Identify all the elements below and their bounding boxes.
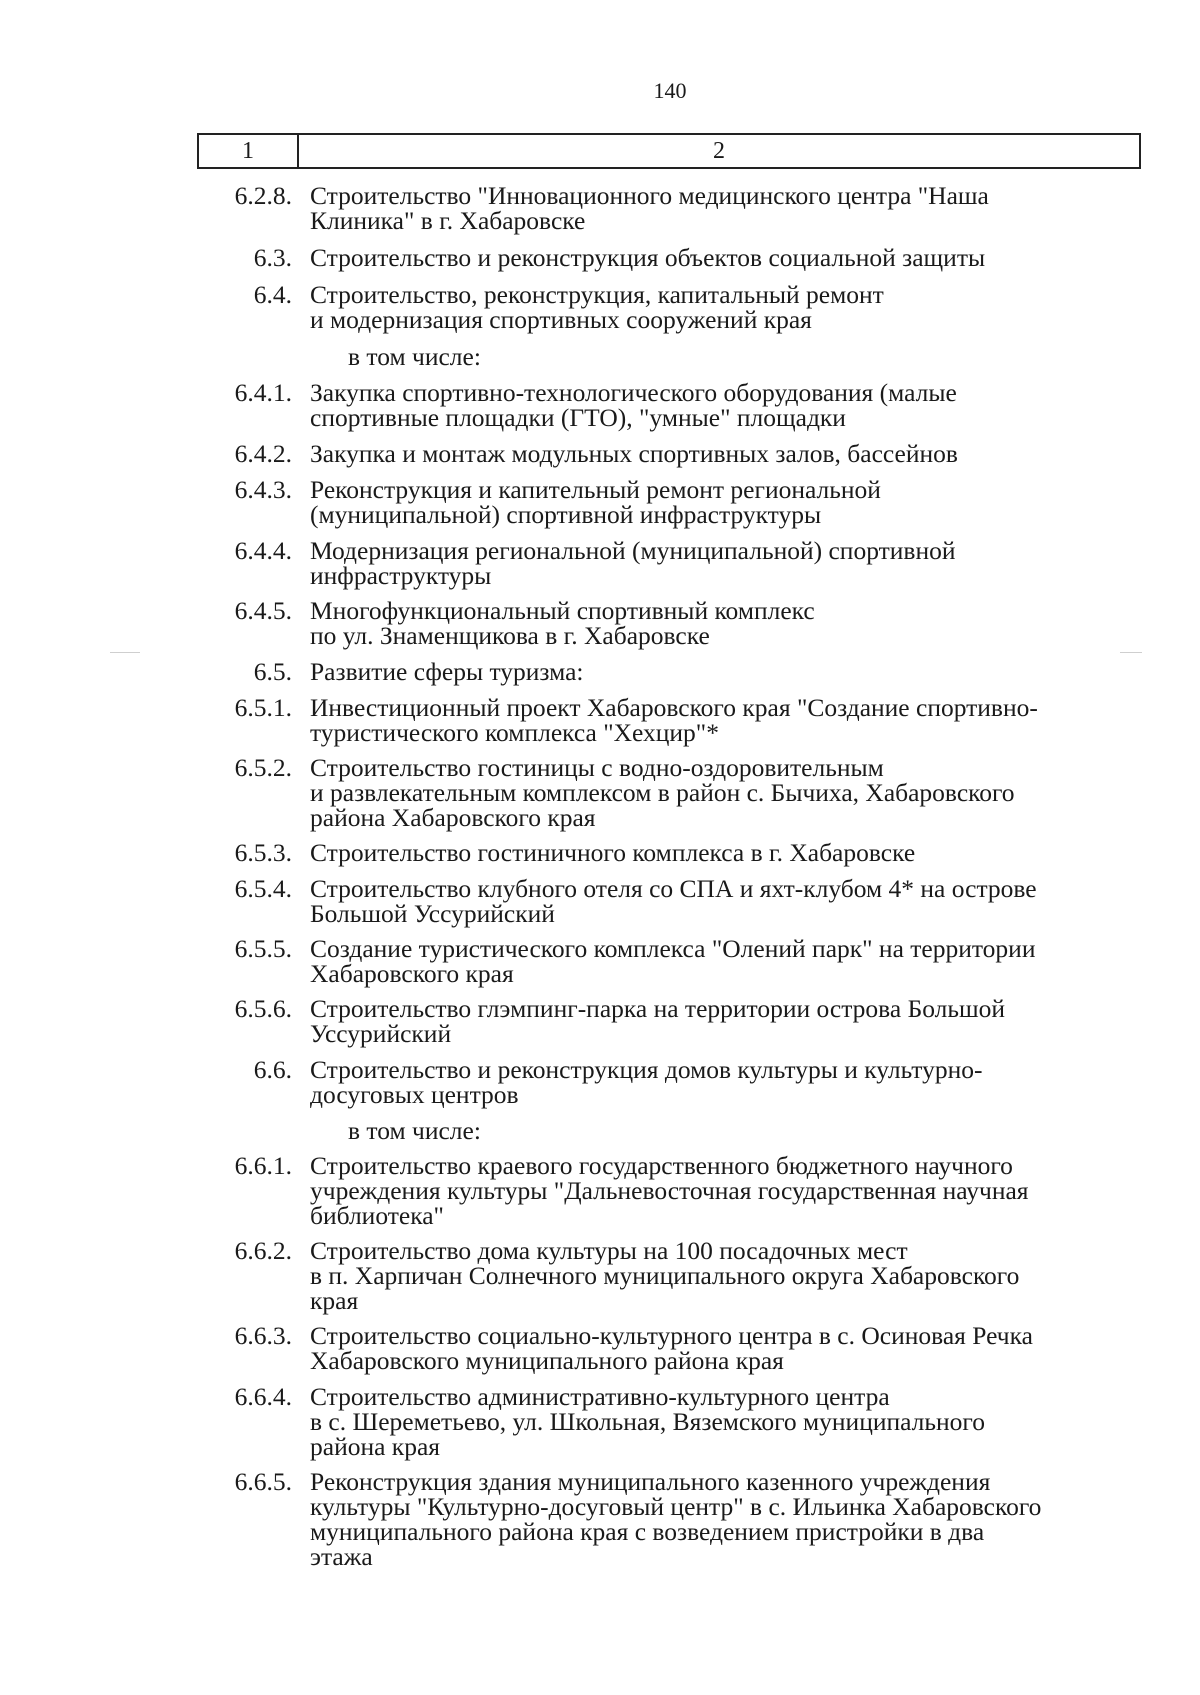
row-number: 6.5.6.	[234, 994, 292, 1023]
row-text: Строительство дома культуры на 100 посадочных мест в п. Харпичан Солнечного муниципального округа Хабаровского края	[310, 1236, 1020, 1315]
row-number: 6.4.	[253, 280, 292, 309]
row-text: Строительство и реконструкция объектов социальной защиты	[310, 243, 986, 272]
row-text: Строительство клубного отеля со СПА и яхт-клубом 4* на острове Большой Уссурийский	[310, 874, 1037, 928]
row-number: 6.2.8.	[234, 181, 292, 210]
scan-artifact	[110, 652, 140, 653]
row-number: 6.4.4.	[234, 536, 292, 565]
row-number: 6.5.1.	[234, 693, 292, 722]
row-text: Строительство и реконструкция домов культуры и культурно- досуговых центров	[310, 1055, 983, 1109]
scan-artifact	[1120, 652, 1142, 653]
row-number: 6.6.4.	[234, 1382, 292, 1411]
row-number: 6.4.5.	[234, 596, 292, 625]
row-text: Инвестиционный проект Хабаровского края "Создание спортивно- туристического комплекса "Хехцир"*	[310, 693, 1038, 747]
page-number: 140	[653, 78, 687, 103]
table-header-col-2: 2	[713, 138, 725, 164]
row-number: 6.4.2.	[234, 439, 292, 468]
row-text: Строительство гостиничного комплекса в г. Хабаровске	[310, 838, 916, 867]
row-text: Многофункциональный спортивный комплекс по ул. Знаменщикова в г. Хабаровске	[310, 596, 815, 650]
table-header-col-1: 1	[199, 135, 299, 167]
row-text: в том числе:	[348, 1116, 481, 1145]
row-number: 6.6.5.	[234, 1467, 292, 1496]
row-text: в том числе:	[348, 342, 481, 371]
row-text: Строительство гостиницы с водно-оздоровительным и развлекательным комплексом в район с. Бычиха, Хабаровского района Хабаровского края	[310, 753, 1015, 832]
row-text: Строительство краевого государственного бюджетного научного учреждения культуры "Дальневосточная государственная научная библиотека"	[310, 1151, 1029, 1230]
row-text: Строительство "Инновационного медицинского центра "Наша Клиника" в г. Хабаровске	[310, 181, 989, 235]
row-text: Реконструкция здания муниципального казенного учреждения культуры "Культурно-досуговый центр" в с. Ильинка Хабаровского муниципального района края с возведением пристройки в два этажа	[310, 1467, 1042, 1571]
row-number: 6.3.	[253, 243, 292, 272]
row-number: 6.5.2.	[234, 753, 292, 782]
row-number: 6.6.1.	[234, 1151, 292, 1180]
row-text: Развитие сферы туризма:	[310, 657, 584, 686]
row-text: Строительство, реконструкция, капитальный ремонт и модернизация спортивных сооружений края	[310, 280, 884, 334]
row-text: Закупка и монтаж модульных спортивных залов, бассейнов	[310, 439, 958, 468]
row-text: Реконструкция и капительный ремонт региональной (муниципальной) спортивной инфраструктуры	[310, 475, 881, 529]
row-number: 6.6.2.	[234, 1236, 292, 1265]
row-number: 6.4.3.	[234, 475, 292, 504]
row-text: Создание туристического комплекса "Олений парк" на территории Хабаровского края	[310, 934, 1036, 988]
row-text: Модернизация региональной (муниципальной) спортивной инфраструктуры	[310, 536, 956, 590]
row-number: 6.5.	[253, 657, 292, 686]
row-number: 6.5.5.	[234, 934, 292, 963]
row-number: 6.6.3.	[234, 1321, 292, 1350]
row-number: 6.4.1.	[234, 378, 292, 407]
row-text: Закупка спортивно-технологического оборудования (малые спортивные площадки (ГТО), "умные" площадки	[310, 378, 957, 432]
table-header	[197, 133, 1141, 169]
row-text: Строительство глэмпинг-парка на территории острова Большой Уссурийский	[310, 994, 1006, 1048]
row-text: Строительство административно-культурного центра в с. Шереметьево, ул. Школьная, Вяземского муниципального района края	[310, 1382, 986, 1461]
row-text: Строительство социально-культурного центра в с. Осиновая Речка Хабаровского муниципального района края	[310, 1321, 1033, 1375]
row-number: 6.5.3.	[234, 838, 292, 867]
row-number: 6.5.4.	[234, 874, 292, 903]
row-number: 6.6.	[253, 1055, 292, 1084]
